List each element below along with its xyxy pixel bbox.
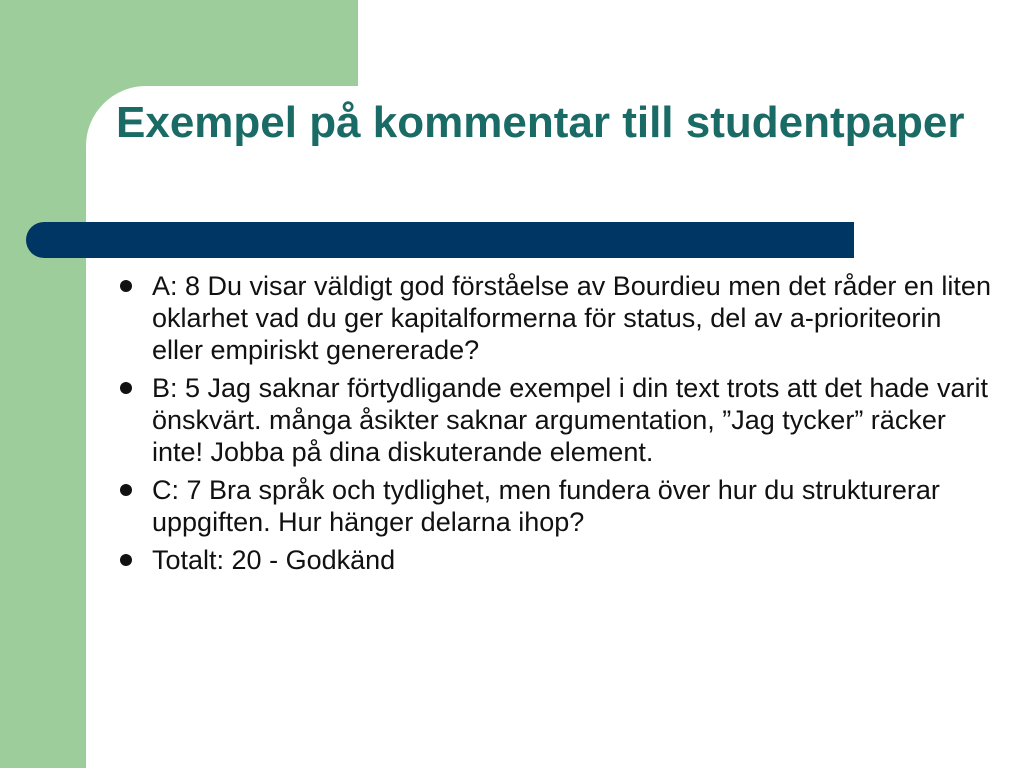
bullet-dot-icon (120, 280, 132, 292)
bullet-text: Totalt: 20 - Godkänd (152, 545, 396, 575)
bullet-text: C: 7 Bra språk och tydlighet, men fundera över hur du strukturerar uppgiften. Hur hänger delarna ihop? (152, 475, 940, 537)
bullet-item-a (116, 270, 996, 366)
bullet-text: A: 8 Du visar väldigt god förståelse av Bourdieu men det råder en liten oklarhet vad du ger kapitalformerna för status, del av a-prioriteorin eller empiriskt genererade? (152, 271, 991, 365)
bullet-dot-icon (120, 484, 132, 496)
title-divider-bar (26, 222, 854, 258)
bullet-item-b (116, 372, 996, 468)
bullet-item-total (116, 544, 996, 576)
bullet-dot-icon (120, 382, 132, 394)
slide-title: Exempel på kommentar till studentpaper (116, 98, 965, 147)
bullet-text: B: 5 Jag saknar förtydligande exempel i din text trots att det hade varit önskvärt. många åsikter saknar argumentation, ”Jag tycker” räcker inte! Jobba på dina diskuterande element. (152, 373, 988, 467)
bullet-item-c (116, 474, 996, 538)
bullet-dot-icon (120, 554, 132, 566)
bullet-list (116, 270, 996, 582)
